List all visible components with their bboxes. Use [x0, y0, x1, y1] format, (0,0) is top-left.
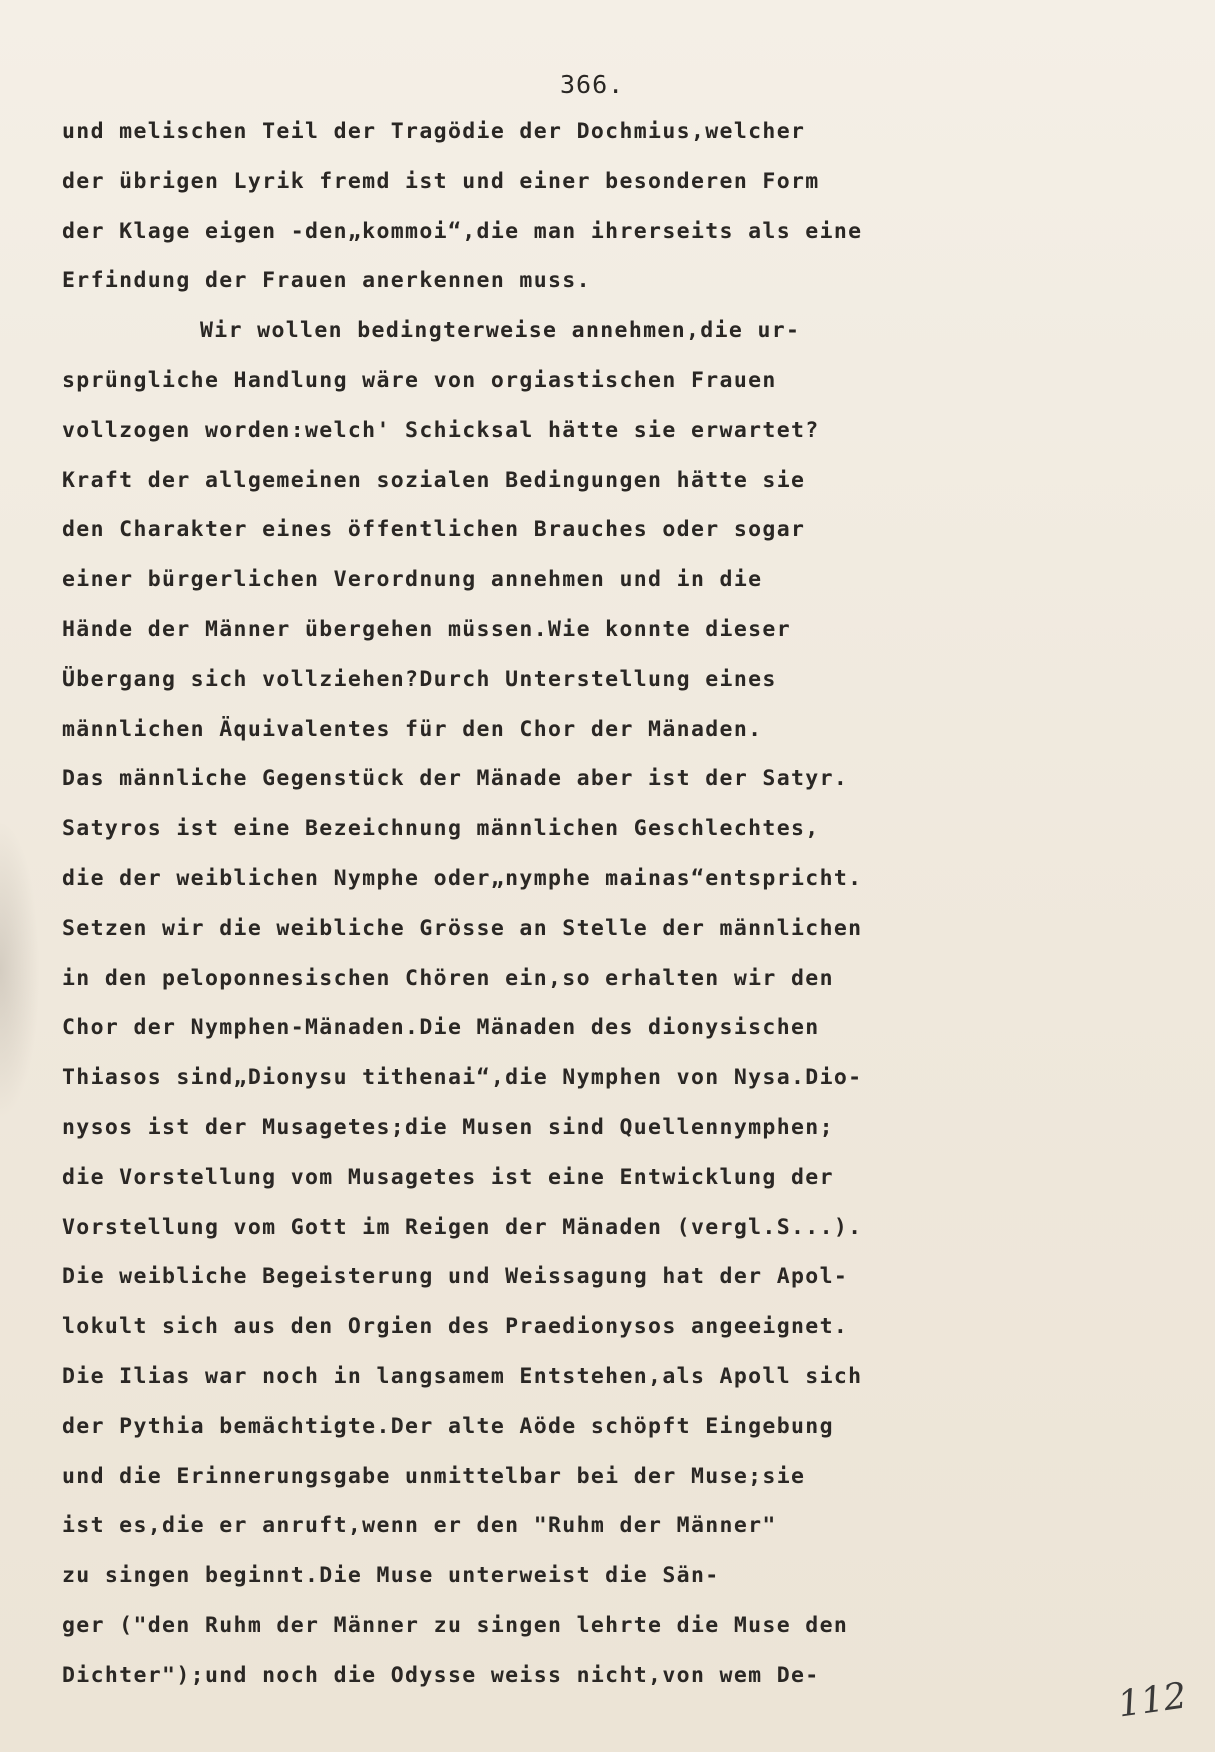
- text-line: Hände der Männer übergehen müssen.Wie konnte dieser: [62, 616, 791, 642]
- text-line: zu singen beginnt.Die Muse unterweist die Sän-: [62, 1563, 720, 1589]
- text-line: Übergang sich vollziehen?Durch Unterstellung eines: [62, 666, 777, 692]
- text-line: nysos ist der Musagetes;die Musen sind Quellennymphen;: [62, 1114, 834, 1140]
- text-line: und die Erinnerungsgabe unmittelbar bei der Muse;sie: [62, 1463, 806, 1489]
- text-line: Die Ilias war noch in langsamem Entstehen,als Apoll sich: [62, 1363, 863, 1389]
- text-line: Thiasos sind„Dionysu tithenai“,die Nymphen von Nysa.Dio-: [62, 1065, 863, 1091]
- text-line: die Vorstellung vom Musagetes ist eine Entwicklung der: [62, 1164, 834, 1190]
- text-line: die der weiblichen Nymphe oder„nymphe mainas“entspricht.: [62, 865, 863, 891]
- text-line: Satyros ist eine Bezeichnung männlichen Geschlechtes,: [62, 816, 820, 842]
- handwritten-folio-number: 112: [1115, 1675, 1190, 1726]
- text-line: Wir wollen bedingterweise annehmen,die ur-: [200, 318, 801, 344]
- text-line: Das männliche Gegenstück der Mänade aber ist der Satyr.: [62, 766, 849, 792]
- text-line: der Klage eigen -den„kommoi“,die man ihrerseits als eine: [62, 218, 863, 244]
- typewritten-text: [62, 119, 1162, 1716]
- text-line: den Charakter eines öffentlichen Brauches oder sogar: [62, 517, 806, 543]
- text-line: und melischen Teil der Tragödie der Dochmius,welcher: [62, 119, 806, 144]
- text-line: Dichter");und noch die Odysse weiss nicht,von wem De-: [62, 1662, 820, 1688]
- page-number: 366.: [560, 70, 625, 99]
- text-line: Kraft der allgemeinen sozialen Bedingungen hätte sie: [62, 467, 806, 493]
- text-line: Vorstellung vom Gott im Reigen der Mänaden (vergl.S...).: [62, 1214, 863, 1240]
- text-line: Chor der Nymphen-Mänaden.Die Mänaden des dionysischen: [62, 1015, 820, 1041]
- text-line: Die weibliche Begeisterung und Weissagung hat der Apol-: [62, 1264, 849, 1290]
- text-line: vollzogen worden:welch' Schicksal hätte sie erwartet?: [62, 417, 820, 443]
- text-line: Erfindung der Frauen anerkennen muss.: [62, 268, 591, 294]
- text-line: lokult sich aus den Orgien des Praedionysos angeeignet.: [62, 1314, 849, 1340]
- text-line: sprüngliche Handlung wäre von orgiastischen Frauen: [62, 367, 777, 393]
- page-shadow: [0, 820, 40, 1120]
- text-line: Setzen wir die weibliche Grösse an Stelle der männlichen: [62, 915, 863, 941]
- text-line: der übrigen Lyrik fremd ist und einer besonderen Form: [62, 168, 820, 194]
- text-line: männlichen Äquivalentes für den Chor der Mänaden.: [62, 716, 763, 742]
- text-line: ist es,die er anruft,wenn er den "Ruhm der Männer": [62, 1513, 777, 1539]
- text-line: ger ("den Ruhm der Männer zu singen lehrte die Muse den: [62, 1612, 849, 1638]
- text-line: der Pythia bemächtigte.Der alte Aöde schöpft Eingebung: [62, 1413, 834, 1439]
- text-line: einer bürgerlichen Verordnung annehmen und in die: [62, 567, 763, 593]
- text-line: in den peloponnesischen Chören ein,so erhalten wir den: [62, 965, 834, 991]
